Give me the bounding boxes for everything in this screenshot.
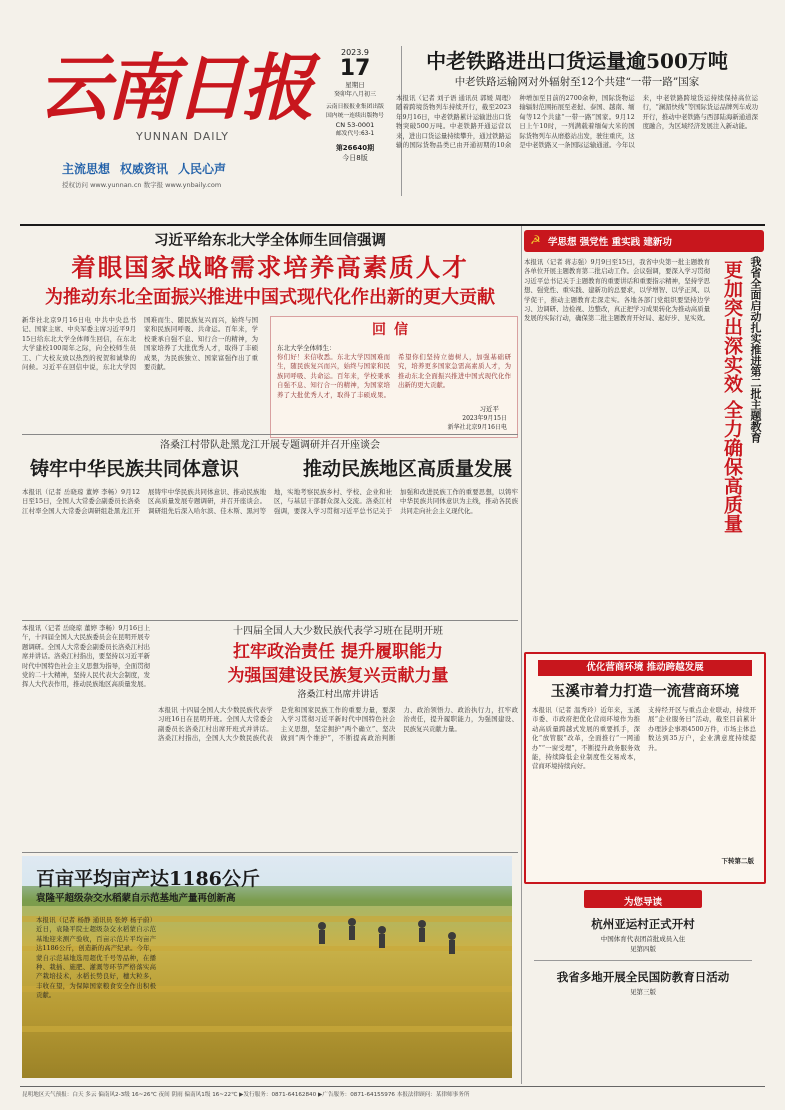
slogan-1: 主流思想 [62, 162, 111, 176]
slogan-2: 权威资讯 [120, 162, 169, 176]
congress-body: 本报讯 十四届全国人大少数民族代表学习班16日在昆明开班。全国人大常委会副委员长洛桑江村出席开班式并讲话。洛桑江村指出，全国人大少数民族代表是党和国家民族工作的重要力量，要深入学习贯彻习近平新时代中国特色社会主义思想，坚定拥护“两个确立”、坚决做到“两个维护”，不断提高政治判断力、政治领悟力、政治执行力，扛牢政治责任，提升履职能力，为强国建设、民族复兴贡献力量。 [158, 706, 518, 743]
top-story-body: 本报讯（记者 刘子语 通讯员 郭媛 周理）随着跨境货物列车持续开行，截至2023年9月16日，中老铁路累计运输进出口货物突破500万吨。中老铁路开通运营以来，进出口货运量持续攀升，通过铁路运输的国际货物品类已由开通初期的10余种增加至目前的2700余种，国际货物运输辐射范围拓展至老挝、泰国、越南、缅甸等12个共建“一带一路”国家。9月12日上午10时，一列满载着缅甸大米的国际货物列车从磨憨站出发，驶往重庆，这是中老铁路又一条国际运输通道。今年以来，中老铁路跨境货运持续保持高位运行，“澜湄快线”等国际货运品牌列车成功开行，推动中老铁路与西部陆海新通道深度融合，为区域经济发展注入新动能。 [396, 94, 758, 150]
congress-byline: 洛桑江村出席并讲话 [297, 690, 379, 700]
rice-photo[interactable] [22, 856, 512, 1078]
meeting-kicker: 洛桑江村带队赴黑龙江开展专题调研并召开座谈会 [160, 440, 380, 451]
rice-body: 本报讯（记者 杨静 通讯员 张婷 杨子蔚）近日，袁隆平院士超级杂交水稻蒙自示范基地迎来测产验收，百亩示范片平均亩产达1186公斤，创造新的高产纪录。今年，蒙自示范基地选用超优千号等品种，在播种、栽插、施肥、灌溉等环节严格落实高产栽培技术，水稻长势良好，穗大粒多，丰收在望，为保障国家粮食安全作出积极贡献。 [36, 916, 156, 1000]
logo-english: YUNNAN DAILY [136, 130, 229, 143]
letter-box [270, 316, 518, 438]
masthead-logo [38, 38, 328, 148]
guide-item-1-sub: 中国体育代表团首批成员入住 [600, 935, 686, 943]
rice-block [22, 856, 518, 1081]
letter-salutation: 东北大学全体师生： [277, 344, 336, 352]
footer-bar: 昆明地区天气预报：白天 多云 偏南风2-3级 16~26℃ 夜间 阴雨 偏南风1级 16~22℃ ▶发行服务：0871-64162840 ▶广告服务：0871-64155976 本报法律顾问：某律师事务所 [22, 1092, 470, 1098]
date-block [316, 48, 394, 216]
top-story-subtitle: 中老铁路运输网对外辐射至12个共建“一带一路”国家 [454, 76, 700, 88]
letter-date: 2023年9月15日 [462, 415, 507, 422]
congress-headline-2[interactable]: 为强国建设民族复兴贡献力量 [227, 666, 449, 686]
sidebar-banner [524, 230, 764, 252]
publisher: 云南日报报业集团出版 [326, 104, 384, 110]
congress-kicker: 十四届全国人大少数民族代表学习班在昆明开班 [233, 626, 443, 637]
feature-body: 新华社北京9月16日电 中共中央总书记、国家主席、中央军委主席习近平9月15日给东北大学全体师生回信，在东北大学建校100周年之际，向全校师生员工、广大校友致以热烈的祝贺和诚挚的问候。习近平在回信中说，东北大学因国难而生、随民族复兴而兴，始终与国家和民族同呼吸、共命运。百年来，学校秉承自强不息、知行合一的精神，为国家培养了大批优秀人才，取得了丰硕成果，为民族独立、国家富强作出了重要贡献。 [22, 316, 258, 372]
date-year-month: 2023.9 [341, 48, 369, 57]
guide-item-2-page[interactable]: 见第三版 [630, 988, 656, 996]
sidebar-body: 本报讯（记者 蒋志强）9月9日至15日，我省中央第一批主题教育各单位开展主题教育第二批启动工作。会议强调，要深入学习贯彻习近平总书记关于主题教育的重要讲话和重要指示精神，坚持学思想、强党性、重实践、建新功的总要求，以学增智、以学正风、以学促干，推动主题教育走深走实。各地各部门党组织要坚持边学习、边调研、边检视、边整改，真正把学习成果转化为推动高质量发展的实际行动，确保第二批主题教育开好局、起好步、见实效。 [524, 258, 710, 323]
lunar-date: 癸卯年八月初三 [333, 91, 376, 98]
rice-headline[interactable]: 百亩平均亩产达1186公斤 [36, 868, 260, 890]
letter-body: 你们好！来信收悉。东北大学因国难而生，随民族复兴而兴，始终与国家和民族同呼吸、共命运。百年来，学校秉承自强不息、知行合一的精神，为国家培养了大批优秀人才，取得了丰硕成果。希望你们坚持立德树人，加强基础研究，培养更多国家急需高素质人才，为推动东北全面振兴推进中国式现代化作出新的更大贡献。 [277, 353, 511, 399]
business-headline[interactable]: 玉溪市着力打造一流营商环境 [550, 683, 740, 700]
slogan-3: 人民心声 [178, 162, 227, 176]
sidebar-vertical-title-1[interactable]: 我省全面启动扎实推进第二批主题教育 [749, 256, 762, 443]
feature-kicker: 习近平给东北大学全体师生回信强调 [154, 232, 386, 249]
issue-number: 第26640期 [335, 144, 375, 152]
business-continued[interactable]: 下转第二版 [721, 857, 754, 865]
business-block [524, 652, 766, 884]
sidebar-banner-text: 学思想 强党性 重实践 建新功 [548, 237, 672, 248]
guide-item-1-page[interactable]: 见第四版 [630, 945, 656, 953]
post-number: 邮发代号:63-1 [335, 131, 375, 137]
business-body-2: 支持经开区与重点企业联动，持续开展“企业服务日”活动，截至目前累计办理涉企事项4500万件，市场主体总数达到35万户，企业满意度持续提升。 [648, 706, 756, 752]
meeting-headline-left[interactable]: 铸牢中华民族共同体意识 [30, 458, 240, 480]
cn-number: CN 53-0001 [335, 121, 375, 129]
feature-headline-2[interactable]: 为推动东北全面振兴推进中国式现代化作出新的更大贡献 [45, 287, 495, 308]
date-day: 17 [339, 56, 371, 81]
rice-subtitle: 袁隆平超级杂交水稻蒙自示范基地产量再创新高 [36, 893, 236, 904]
guide-block [524, 890, 762, 1080]
business-banner: 优化营商环境 推动跨越发展 [538, 660, 752, 676]
letter-title: 回信 [372, 322, 416, 338]
guide-item-2-title[interactable]: 我省多地开展全民国防教育日活动 [556, 970, 730, 984]
business-body-1: 本报讯（记者 温秀玲）近年来，玉溪市委、市政府把优化营商环境作为推动高质量跨越式发展的重要抓手，深化“放管服”改革，全面推行“一网通办”“一窗受理”，不断提升政务服务效能，持续降低企业制度性交易成本，营商环境持续向好。 [532, 706, 640, 771]
top-story-title[interactable]: 中老铁路进出口货运量逾500万吨 [426, 49, 728, 73]
lower-left-body: 本报讯（记者 岳晓琼 董婷 李畅）9月16日上午，十四届全国人大民族委员会在昆明开展专题调研。全国人大常委会副委员长洛桑江村出席并讲话。洛桑江村指出，要坚持以习近平新时代中国特色社会主义思想为指导，全面贯彻党的二十大精神，坚持人民代表大会制度，发挥人大代表作用，推动民族地区高质量发展。 [22, 624, 150, 689]
party-emblem-icon: ☭ [530, 233, 541, 247]
cn-label: 国内统一连续出版物号 [326, 113, 384, 119]
congress-headline-1[interactable]: 扛牢政治责任 提升履职能力 [233, 642, 443, 662]
guide-banner-text: 为您导读 [623, 897, 662, 908]
web-line: 授权访问 www.yunnan.cn 数字报 www.ynbaily.com [62, 181, 222, 189]
guide-item-1-title[interactable]: 杭州亚运村正式开村 [591, 917, 695, 931]
letter-signature: 习近平 [479, 405, 499, 413]
meeting-block [22, 438, 518, 618]
pages-count: 今日8版 [342, 154, 368, 162]
sidebar-vertical-title-2[interactable]: 更加突出深实效 全力确保高质量 [721, 260, 743, 533]
meeting-body: 本报讯（记者 岳晓琼 董婷 李畅）9月12日至15日，全国人大常委会副委员长洛桑江村率全国人大常委会调研组赴黑龙江开展铸牢中华民族共同体意识、推动民族地区高质量发展专题调研，并召开座谈会。调研组先后深入哈尔滨、佳木斯、黑河等地，实地考察民族乡村、学校、企业和社区，与基层干部群众深入交流。洛桑江村强调，要深入学习贯彻习近平总书记关于加强和改进民族工作的重要思想，以铸牢中华民族共同体意识为主线，推动各民族共同走向社会主义现代化。 [22, 488, 518, 515]
feature-headline-1[interactable]: 着眼国家战略需求培养高素质人才 [71, 253, 469, 282]
meeting-headline-right[interactable]: 推动民族地区高质量发展 [302, 458, 512, 480]
sidebar-top [524, 230, 764, 650]
letter-source: 新华社北京9月16日电 [447, 424, 507, 431]
guide-banner [584, 890, 702, 908]
top-story [396, 48, 758, 216]
congress-block [158, 624, 518, 844]
logo-text: 云南日报 [38, 45, 311, 130]
masthead-slogans [62, 160, 302, 180]
weekday: 星期日 [345, 81, 365, 89]
